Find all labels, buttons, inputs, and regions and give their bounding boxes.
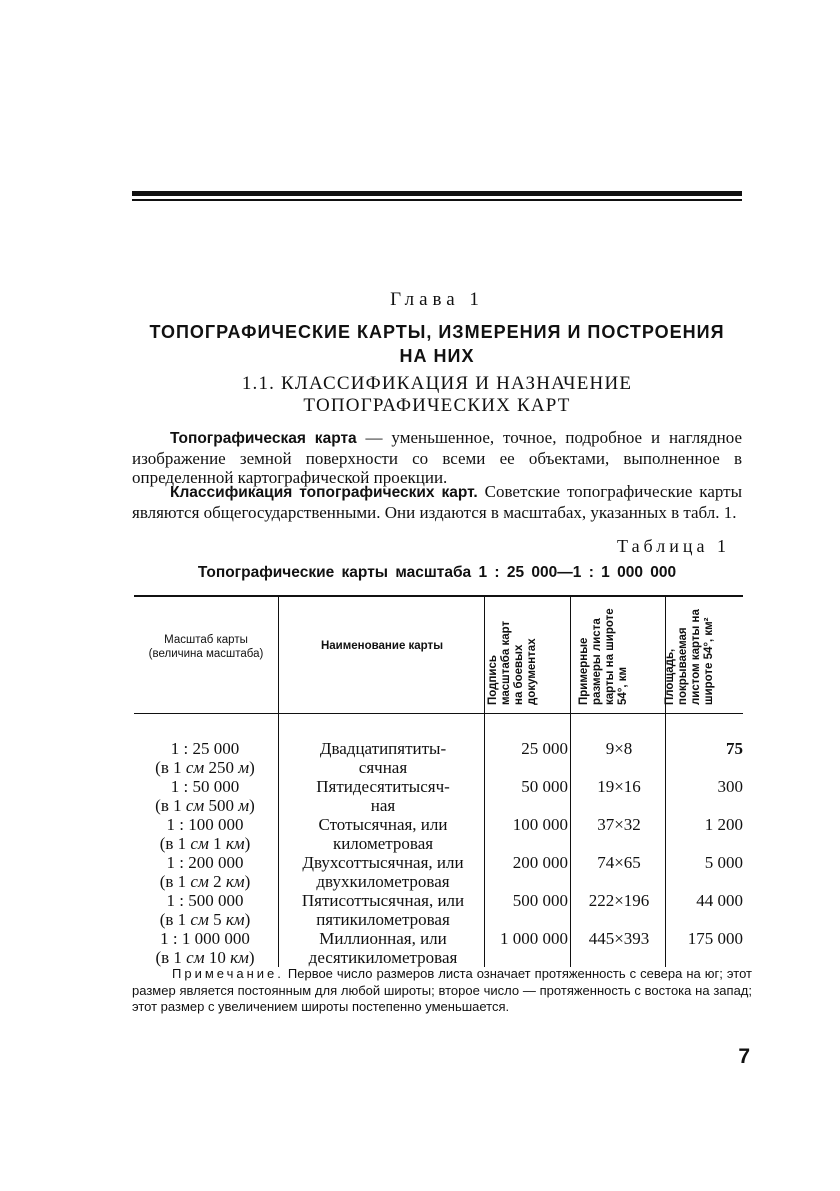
cell-area: 75	[726, 739, 743, 758]
table-row	[134, 892, 276, 930]
cell-scale-note: (в 1 см 1 км)	[159, 833, 251, 853]
cell-scale: 1 : 200 000	[166, 853, 244, 872]
section-heading-line-2: ТОПОГРАФИЧЕСКИХ КАРТ	[303, 395, 571, 416]
cell-area: 175 000	[687, 929, 743, 948]
table-row	[134, 930, 276, 968]
paragraph-definition-lead: Топографическая карта	[170, 430, 357, 447]
chapter-title-line-2: НА НИХ	[399, 346, 475, 366]
cell-signature: 100 000	[512, 815, 568, 834]
cell-signature: 200 000	[512, 853, 568, 872]
cell-scale-note: (в 1 см 10 км)	[155, 947, 255, 967]
header-scale: Масштаб карты (величина масштаба)	[148, 634, 264, 660]
cell-sheet-size: 19×16	[597, 777, 641, 796]
cell-area: 5 000	[704, 853, 743, 872]
cell-scale: 1 : 500 000	[166, 891, 244, 910]
cell-scale-note: (в 1 см 250 м)	[155, 757, 255, 777]
cell-name: Стотысячная, или километровая	[318, 815, 448, 853]
chapter-title	[120, 320, 754, 368]
chapter-title-line-1: ТОПОГРАФИЧЕСКИЕ КАРТЫ, ИЗМЕРЕНИЯ И ПОСТРОЕНИЯ	[149, 322, 725, 342]
page-number: 7	[738, 1045, 750, 1068]
cell-sheet-size: 37×32	[597, 815, 641, 834]
cell-signature: 25 000	[521, 739, 568, 758]
table-col-divider-3	[570, 597, 571, 967]
paragraph-classification-text: Советские топографические карты являются общегосударственными. Они издаются в масштабах, указанных в табл. 1.	[132, 482, 742, 522]
cell-name: Миллионная, или десятикилометровая	[308, 929, 458, 967]
cell-name: Двухсоттысячная, или двухкилометровая	[302, 853, 464, 891]
table-col-divider-2	[484, 597, 485, 967]
top-rule-thin	[132, 199, 742, 201]
table-row	[134, 816, 276, 854]
header-sheet-size: Примерные размеры листа карты на широте 54°, км	[578, 608, 629, 705]
table-label: Таблица 1	[617, 536, 730, 556]
table-row	[134, 740, 276, 778]
table-row	[134, 854, 276, 892]
cell-scale: 1 : 100 000	[166, 815, 244, 834]
paragraph-classification	[132, 482, 742, 522]
table-row	[134, 778, 276, 816]
table-note	[132, 966, 752, 1016]
cell-sheet-size: 222×196	[588, 891, 650, 910]
cell-signature: 50 000	[521, 777, 568, 796]
table-note-text: Первое число размеров листа означает протяженность с севера на юг; этот размер является постоянным для любой широты; второе число — протяженность с востока на запад; этот размер с увеличением широты постепенно уменьшается.	[132, 966, 752, 1014]
chapter-label: Глава 1	[390, 289, 484, 310]
cell-area: 1 200	[704, 815, 743, 834]
header-area: Площадь, покрываемая листом карты на широте 54°, км²	[664, 609, 715, 705]
section-heading-line-1: 1.1. КЛАССИФИКАЦИЯ И НАЗНАЧЕНИЕ	[241, 373, 633, 394]
cell-scale-note: (в 1 см 2 км)	[159, 871, 251, 891]
cell-signature: 500 000	[512, 891, 568, 910]
paragraph-definition	[132, 428, 742, 488]
header-name: Наименование карты	[320, 640, 444, 652]
cell-scale: 1 : 50 000	[170, 777, 240, 796]
top-rule-thick	[132, 191, 742, 196]
cell-scale-note: (в 1 см 500 м)	[155, 795, 255, 815]
paragraph-definition-text: — уменьшенное, точное, подробное и наглядное изображение земной поверхности со всеми ее объектами, выполненное в определенной картографической проекции.	[132, 428, 742, 487]
cell-sheet-size: 9×8	[605, 739, 633, 758]
table-note-label: Примечание.	[172, 966, 284, 981]
cell-area: 44 000	[696, 891, 743, 910]
header-signature: Подпись масштаба карт на боевых документах	[487, 620, 538, 705]
cell-signature: 1 000 000	[500, 929, 568, 948]
table-col-divider-1	[278, 597, 279, 967]
paragraph-classification-lead: Классификация топографических карт.	[170, 484, 478, 501]
cell-scale: 1 : 1 000 000	[160, 929, 250, 948]
section-heading	[132, 373, 742, 417]
cell-scale: 1 : 25 000	[170, 739, 240, 758]
table-top-rule	[134, 595, 743, 597]
cell-area: 300	[717, 777, 743, 796]
cell-sheet-size: 445×393	[588, 929, 650, 948]
cell-name: Двадцатипятиты- сячная	[319, 739, 447, 777]
cell-name: Пятидесятитысяч- ная	[316, 777, 450, 815]
table-header-rule	[134, 713, 743, 714]
cell-sheet-size: 74×65	[597, 853, 641, 872]
table-title: Топографические карты масштаба 1 : 25 000—1 : 1 000 000	[197, 564, 677, 581]
cell-scale-note: (в 1 см 5 км)	[159, 909, 251, 929]
cell-name: Пятисоттысячная, или пятикилометровая	[301, 891, 465, 929]
